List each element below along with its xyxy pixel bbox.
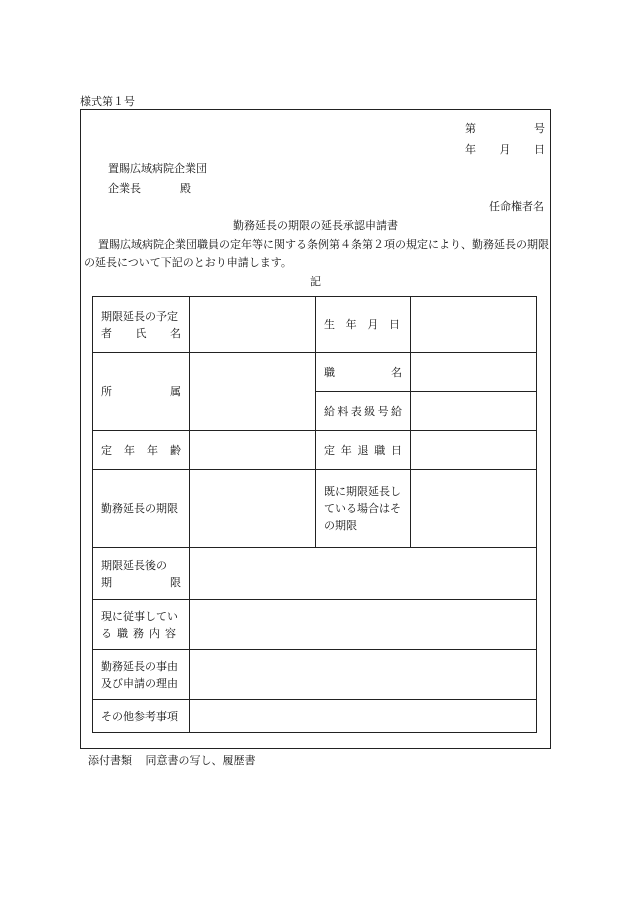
salary-grade-label: 給 料 表 級 号 給 <box>316 392 411 431</box>
prior-extension-field[interactable] <box>411 470 537 548</box>
reason-label: 勤務延長の事由 及び申請の理由 <box>93 650 190 700</box>
date-month: 月 <box>499 143 511 156</box>
attachments-line <box>88 752 256 768</box>
table-row <box>93 297 537 353</box>
retirement-date-label: 定 年 退 職 日 <box>316 431 411 470</box>
table-row <box>93 548 537 600</box>
position-label: 職 名 <box>316 353 411 392</box>
prior-extension-label: 既に期限延長し ている場合はそ の期限 <box>316 470 411 548</box>
table-row <box>93 353 537 392</box>
recipient-org: 置賜広域病院企業団 <box>108 162 207 175</box>
date-year: 年 <box>465 143 476 156</box>
body-text: 置賜広域病院企業団職員の定年等に関する条例第４条第２項の規定により、勤務延長の期限の延長について下記のとおり申請します。 <box>84 238 549 269</box>
reason-field[interactable] <box>190 650 537 700</box>
other-notes-label: その他参考事項 <box>93 700 190 733</box>
position-field[interactable] <box>411 353 537 392</box>
retirement-age-field[interactable] <box>190 431 316 470</box>
current-duties-label: 現に従事してい る職務内容 <box>93 600 190 650</box>
appointer-name: 任命権者名 <box>489 200 544 213</box>
extension-period-label: 勤務延長の期限 <box>93 470 190 548</box>
doc-number-prefix: 第 <box>465 122 476 135</box>
doc-number-suffix: 号 <box>534 122 545 135</box>
birthdate-label: 生 年 月 日 <box>316 297 411 353</box>
retirement-date-field[interactable] <box>411 431 537 470</box>
scheduled-person-name-label <box>93 297 190 353</box>
extension-period-field[interactable] <box>190 470 316 548</box>
attachments-value: 同意書の写し、履歴書 <box>145 754 256 767</box>
table-row <box>93 600 537 650</box>
ki-heading: 記 <box>310 275 321 288</box>
salary-grade-field[interactable] <box>411 392 537 431</box>
form-number: 様式第１号 <box>80 95 135 108</box>
birthdate-field[interactable] <box>411 297 537 353</box>
date-day: 日 <box>534 143 545 156</box>
current-duties-field[interactable] <box>190 600 537 650</box>
table-row <box>93 650 537 700</box>
name-field[interactable] <box>190 297 316 353</box>
document-title: 勤務延長の期限の延長承認申請書 <box>233 219 398 232</box>
attachments-label: 添付書類 <box>88 754 132 767</box>
affiliation-label: 所 属 <box>93 353 190 431</box>
post-extension-period-field[interactable] <box>190 548 537 600</box>
label-line: 者 氏 名 <box>101 326 181 340</box>
recipient-honorific: 殿 <box>180 182 191 195</box>
document-date <box>465 141 545 157</box>
table-row <box>93 431 537 470</box>
table-row <box>93 700 537 733</box>
affiliation-field[interactable] <box>190 353 316 431</box>
recipient-title: 企業長 <box>108 182 141 195</box>
other-notes-field[interactable] <box>190 700 537 733</box>
post-extension-period-label: 期限延長後の 期 限 <box>93 548 190 600</box>
retirement-age-label: 定 年 年 齢 <box>93 431 190 470</box>
table-row <box>93 470 537 548</box>
application-table <box>92 296 537 733</box>
document-number <box>465 120 545 136</box>
label-line: 期限延長の予定 <box>101 309 178 323</box>
